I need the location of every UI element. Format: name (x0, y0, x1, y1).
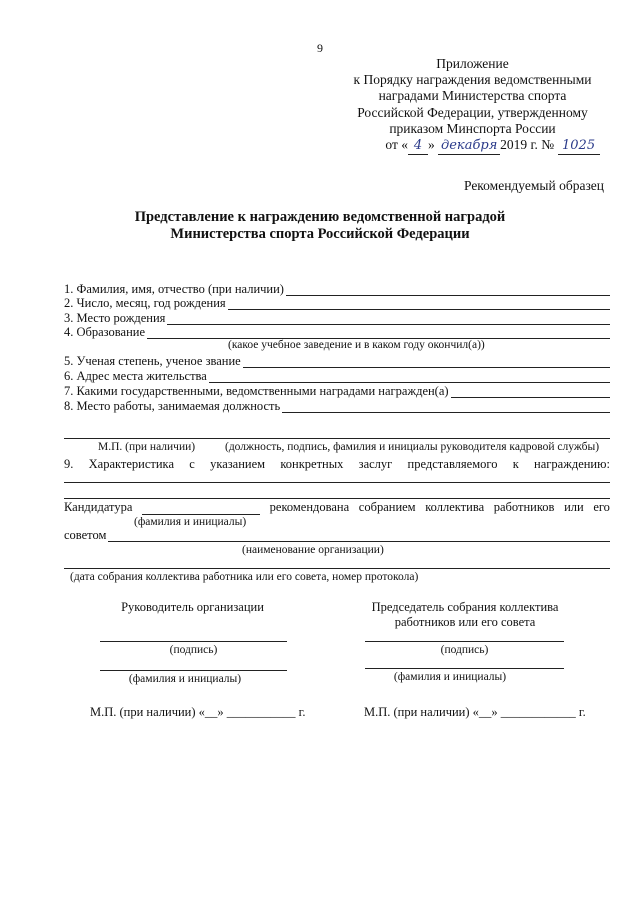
hr-signature-line[interactable] (64, 438, 610, 439)
field-label: 7. Какими государственными, ведомственными наградами награжден(а) (64, 384, 449, 398)
order-number: 1025 (558, 138, 600, 155)
organization-hint: (наименование организации) (242, 544, 384, 556)
appendix-line-3: наградами Министерства спорта (378, 88, 567, 104)
candidacy-row (64, 500, 610, 515)
chair-name-caption: (фамилия и инициалы) (393, 671, 507, 683)
field-birth-date[interactable] (64, 296, 610, 311)
characteristic-line-1[interactable] (64, 482, 610, 483)
word: рекомендована (269, 500, 350, 514)
appendix-line-4: Российской Федерации, утвержденному (357, 104, 588, 120)
head-name-line[interactable] (100, 670, 287, 671)
characteristic-heading (64, 457, 610, 472)
word: заслуг (358, 457, 393, 471)
field-education[interactable] (64, 325, 610, 340)
chair-title (345, 600, 585, 630)
meeting-date-line[interactable] (64, 568, 610, 569)
form-title-line-2: Министерства спорта Российской Федерации (170, 225, 470, 242)
field-address[interactable] (64, 369, 610, 384)
head-signature-line[interactable] (100, 641, 287, 642)
date-mid: » (428, 137, 435, 153)
field-label: советом (64, 528, 107, 542)
word: к (512, 457, 519, 471)
word: работников (493, 500, 555, 514)
word: его (593, 500, 610, 514)
field-label: 8. Место работы, занимаемая должность (64, 399, 281, 413)
field-label: 6. Адрес места жительства (64, 369, 207, 383)
form-title (0, 209, 640, 242)
form-title-line-1: Представление к награждению ведомственной наградой (134, 209, 506, 225)
education-hint: (какое учебное заведение и в каком году окончил(а)) (228, 339, 485, 351)
chair-signature-line[interactable] (365, 641, 564, 642)
word: представляемого (407, 457, 498, 471)
characteristic-line-2[interactable] (64, 498, 610, 499)
chair-signature-caption: (подпись) (440, 644, 489, 656)
chair-name-line[interactable] (365, 668, 564, 669)
word: конкретных (280, 457, 344, 471)
word: коллектива (425, 500, 485, 514)
fill-line (64, 541, 610, 542)
field-academic-degree[interactable] (64, 354, 610, 369)
order-month: декабря (438, 138, 500, 155)
field-label: 3. Место рождения (64, 311, 166, 325)
chair-stamp-date: М.П. (при наличии) «__» ____________ г. (364, 705, 586, 719)
head-stamp-date: М.П. (при наличии) «__» ___________ г. (90, 705, 306, 719)
order-year: 2019 г. № (500, 137, 555, 153)
page-number: 9 (317, 41, 323, 55)
chair-title-line-2: работников или его совета (394, 615, 536, 629)
field-full-name[interactable] (64, 282, 610, 297)
word: 9. (64, 457, 74, 471)
field-label: 4. Образование (64, 325, 146, 339)
order-day: 4 (408, 138, 428, 155)
head-title: Руководитель организации (121, 600, 264, 614)
field-council[interactable] (64, 528, 610, 543)
head-name-caption: (фамилия и инициалы) (128, 673, 242, 685)
word: с (189, 457, 195, 471)
word: собранием (358, 500, 416, 514)
meeting-date-hint: (дата собрания коллектива работника или его совета, номер протокола) (70, 571, 419, 583)
recommended-sample-label: Рекомендуемый образец (463, 178, 604, 193)
date-prefix: от « (385, 137, 409, 153)
field-birth-place[interactable] (64, 311, 610, 326)
candidacy-label: Кандидатура (64, 500, 133, 514)
appendix-line-2: к Порядку награждения ведомственными (353, 72, 592, 88)
order-date-line (330, 137, 615, 155)
hr-mp: М.П. (при наличии) (98, 441, 196, 453)
candidate-name-hint: (фамилия и инициалы) (134, 516, 247, 528)
appendix-line-1: Приложение (436, 56, 509, 71)
word: указанием (210, 457, 266, 471)
field-awards[interactable] (64, 384, 610, 399)
appendix-line-5: приказом Минспорта России (389, 120, 556, 136)
head-signature-caption: (подпись) (169, 644, 218, 656)
appendix-block (330, 56, 615, 155)
field-label: 1. Фамилия, имя, отчество (при наличии) (64, 282, 284, 296)
candidate-name-blank[interactable] (142, 500, 260, 515)
word: или (564, 500, 584, 514)
field-label: 5. Ученая степень, ученое звание (64, 354, 241, 368)
word: награждению: (534, 457, 610, 471)
chair-title-line-1: Председатель собрания коллектива (371, 600, 559, 614)
field-workplace[interactable] (64, 399, 610, 414)
field-label: 2. Число, месяц, год рождения (64, 296, 226, 310)
hr-caption: (должность, подпись, фамилия и инициалы руководителя кадровой службы) (225, 441, 600, 453)
word: Характеристика (88, 457, 174, 471)
